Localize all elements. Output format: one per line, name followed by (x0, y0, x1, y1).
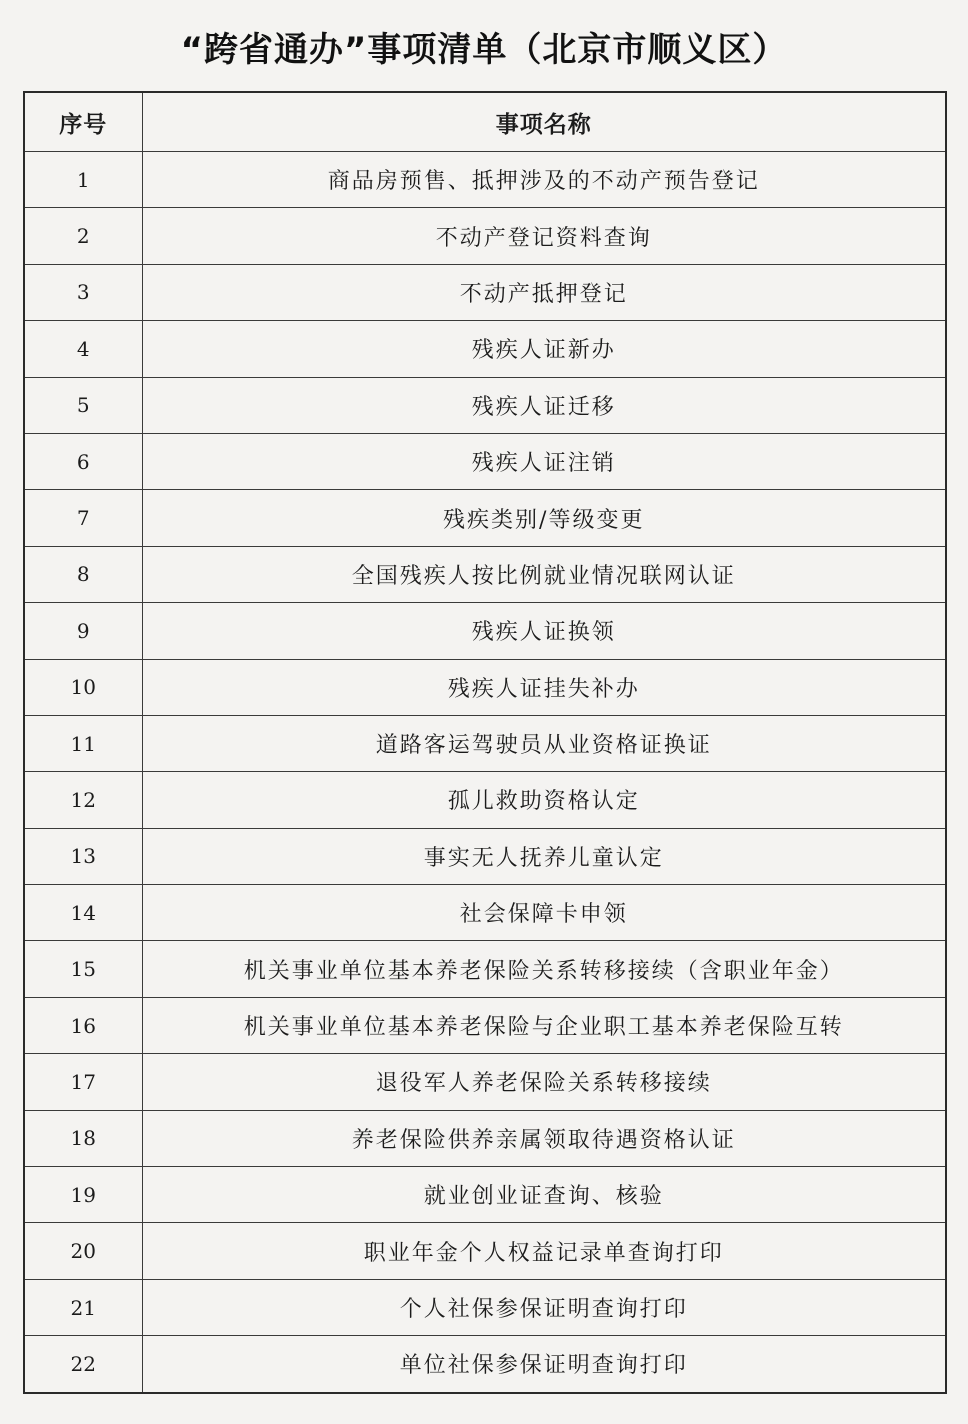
table-row (24, 321, 946, 377)
row-number: 10 (24, 659, 142, 715)
header-number: 序号 (24, 92, 142, 152)
row-number: 6 (24, 433, 142, 489)
row-number: 14 (24, 885, 142, 941)
row-item-name: 机关事业单位基本养老保险与企业职工基本养老保险互转 (142, 997, 946, 1053)
row-number: 1 (24, 152, 142, 208)
table-row (24, 1167, 946, 1223)
table-row (24, 1336, 946, 1393)
row-number: 17 (24, 1054, 142, 1110)
row-number: 4 (24, 321, 142, 377)
row-item-name: 全国残疾人按比例就业情况联网认证 (142, 546, 946, 602)
row-item-name: 残疾人证迁移 (142, 377, 946, 433)
row-item-name: 孤儿救助资格认定 (142, 772, 946, 828)
row-number: 11 (24, 715, 142, 771)
table-header-row (24, 92, 946, 152)
table-row (24, 377, 946, 433)
row-item-name: 个人社保参保证明查询打印 (142, 1279, 946, 1335)
row-number: 21 (24, 1279, 142, 1335)
row-number: 16 (24, 997, 142, 1053)
row-number: 22 (24, 1336, 142, 1393)
table-row (24, 885, 946, 941)
row-item-name: 社会保障卡申领 (142, 885, 946, 941)
row-number: 9 (24, 603, 142, 659)
header-item-name: 事项名称 (142, 92, 946, 152)
row-item-name: 商品房预售、抵押涉及的不动产预告登记 (142, 152, 946, 208)
row-item-name: 不动产登记资料查询 (142, 208, 946, 264)
row-item-name: 退役军人养老保险关系转移接续 (142, 1054, 946, 1110)
row-item-name: 单位社保参保证明查询打印 (142, 1336, 946, 1393)
items-table (23, 91, 947, 1394)
row-item-name: 机关事业单位基本养老保险关系转移接续（含职业年金） (142, 941, 946, 997)
row-number: 7 (24, 490, 142, 546)
table-row (24, 546, 946, 602)
row-number: 5 (24, 377, 142, 433)
row-number: 13 (24, 828, 142, 884)
row-number: 20 (24, 1223, 142, 1279)
table-row (24, 208, 946, 264)
table-row (24, 490, 946, 546)
row-item-name: 残疾人证挂失补办 (142, 659, 946, 715)
row-item-name: 残疾人证注销 (142, 433, 946, 489)
table-row (24, 264, 946, 320)
row-item-name: 就业创业证查询、核验 (142, 1167, 946, 1223)
row-number: 18 (24, 1110, 142, 1166)
row-item-name: 事实无人抚养儿童认定 (142, 828, 946, 884)
row-number: 19 (24, 1167, 142, 1223)
table-row (24, 603, 946, 659)
table-row (24, 715, 946, 771)
table-row (24, 433, 946, 489)
row-item-name: 残疾人证新办 (142, 321, 946, 377)
table-row (24, 1223, 946, 1279)
page-title: “跨省通办”事项清单（北京市顺义区） (180, 30, 788, 70)
table-row (24, 1054, 946, 1110)
row-number: 2 (24, 208, 142, 264)
row-item-name: 残疾人证换领 (142, 603, 946, 659)
table-row (24, 828, 946, 884)
table-row (24, 1279, 946, 1335)
table-row (24, 772, 946, 828)
table-row (24, 997, 946, 1053)
table-row (24, 152, 946, 208)
row-item-name: 道路客运驾驶员从业资格证换证 (142, 715, 946, 771)
table-body (24, 152, 946, 1393)
row-number: 8 (24, 546, 142, 602)
table-row (24, 941, 946, 997)
row-item-name: 残疾类别/等级变更 (142, 490, 946, 546)
table-row (24, 659, 946, 715)
row-item-name: 养老保险供养亲属领取待遇资格认证 (142, 1110, 946, 1166)
row-number: 15 (24, 941, 142, 997)
row-item-name: 不动产抵押登记 (142, 264, 946, 320)
table-row (24, 1110, 946, 1166)
row-item-name: 职业年金个人权益记录单查询打印 (142, 1223, 946, 1279)
row-number: 12 (24, 772, 142, 828)
row-number: 3 (24, 264, 142, 320)
